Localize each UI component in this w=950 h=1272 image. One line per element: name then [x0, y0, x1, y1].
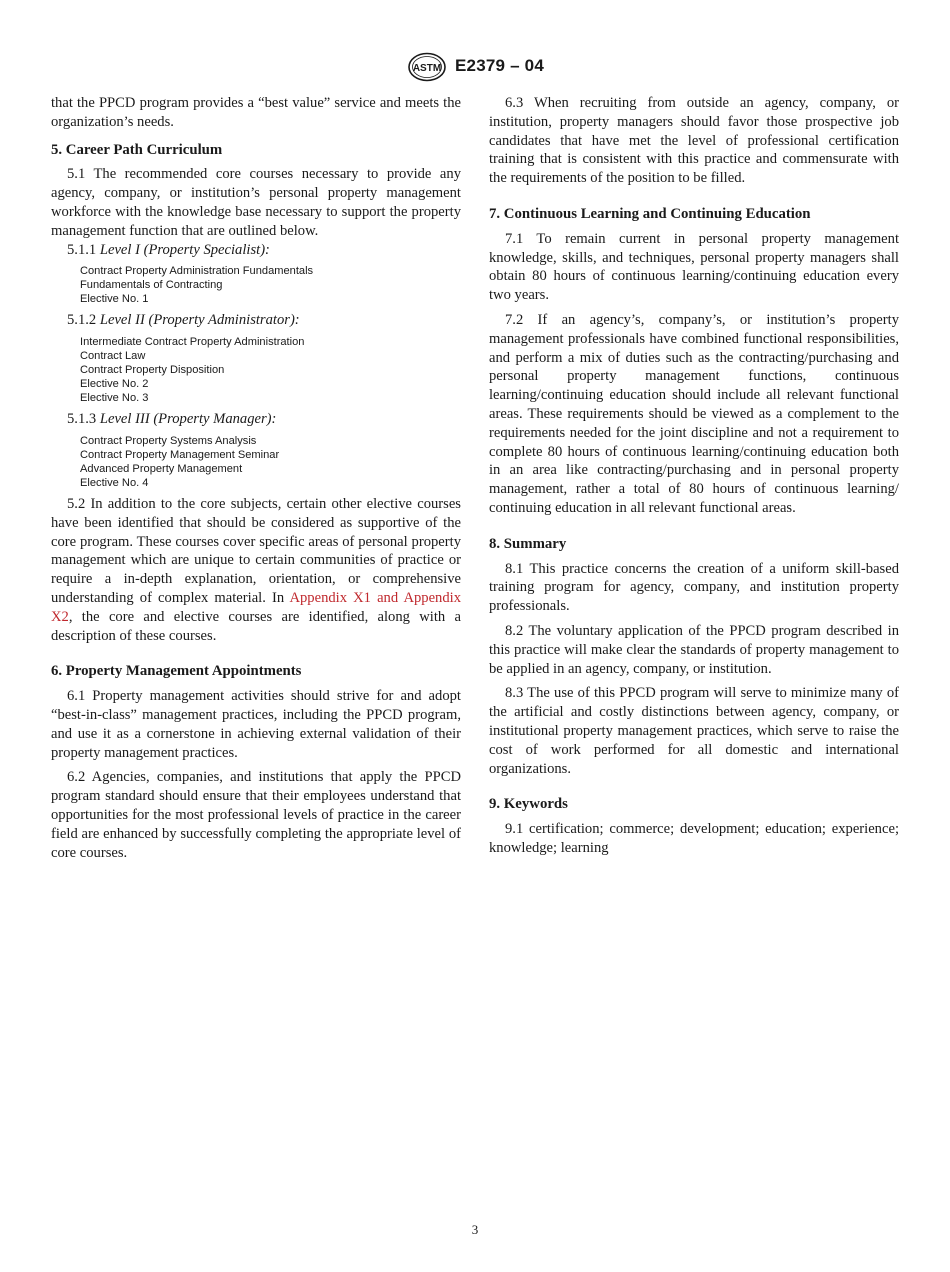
level-3-course-list: [51, 434, 461, 490]
list-item: Elective No. 2: [80, 378, 149, 391]
paragraph-8-3: 8.3 The use of this PPCD program will serve to minimize many of the artificial and costly distinctions between agency, company, or institutional property management practices, which serve to raise the cost of work performed for all domestic and international organizations.: [489, 685, 899, 777]
paragraph-5-1: 5.1 The recommended core courses necessary to provide any agency, company, or institution’s personal property management workforce with the knowledge base necessary to support the property management function that are outlined below.: [51, 166, 461, 239]
paragraph-8-2: 8.2 The voluntary application of the PPCD program described in this practice will make clear the standards of property management to be applied in an agency, company, or institution.: [489, 622, 899, 677]
continued-paragraph: that the PPCD program provides a “best value” service and meets the organization’s needs.: [51, 95, 461, 130]
list-item: Contract Property Disposition: [80, 364, 225, 377]
page-header: [0, 52, 950, 84]
list-item: Elective No. 3: [80, 392, 149, 405]
paragraph-6-1: 6.1 Property management activities should strive for and adopt “best-in-class” management practices, including the PPCD program, and use it as a cornerstone in achieving external validation of their property management practices.: [51, 688, 461, 761]
list-item: Contract Property Administration Fundamentals: [80, 265, 314, 278]
left-column: [51, 94, 461, 868]
astm-logo-icon: [407, 52, 447, 82]
section-7-heading: 7. Continuous Learning and Continuing Education: [489, 205, 811, 222]
list-item: Elective No. 1: [80, 293, 149, 306]
paragraph-7-2: 7.2 If an agency’s, company’s, or institution’s property management professionals have combined functional responsibilities, and perform a mix of duties such as the contracting/purchasing and personal property management functions, continuous learning/continuing education should include all relevant functional areas. These requirements should be viewed as a complement to the requirements needed for the joint discipline and not a requirement to complete 80 hours of continuous learning/continuing education both in an area like contracting/purchasing and in personal property management, rather a total of 80 hours of continuous learning/ continuing education in all relevant functional areas.: [489, 311, 899, 516]
level-1-course-list: [51, 264, 461, 306]
svg-text:ASTM: ASTM: [412, 63, 442, 74]
paragraph-8-1: 8.1 This practice concerns the creation of a uniform skill-based training program for agency, company, and institution property professionals.: [489, 560, 899, 615]
section-5-heading: 5. Career Path Curriculum: [51, 141, 223, 158]
right-column: [489, 94, 899, 864]
appendix-link[interactable]: Appendix X1 and Appendix X2: [51, 589, 461, 625]
paragraph-5-2: 5.2 In addition to the core subjects, certain other elective courses have been identified that should be considered as supportive of the core program. These courses cover specific areas of personal property management which are unique to certain communities of practice or require a in-depth explanation, orientation, or comprehensive understanding of complex material. In Appendix X1 and Appendix X2, the core and elective courses are identified, along with a description of these courses.: [51, 495, 461, 644]
list-item: Contract Property Management Seminar: [80, 448, 280, 461]
level-2-heading: 5.1.2 Level II (Property Administrator):: [67, 312, 300, 329]
paragraph-6-3: 6.3 When recruiting from outside an agency, company, or institution, property managers should favor those prospective job candidates that have met the level of professional certification training that is consistent with this practice and commensurate with the requirements of the position to be filled.: [489, 95, 899, 187]
list-item: Contract Law: [80, 350, 146, 363]
paragraph-6-2: 6.2 Agencies, companies, and institutions that apply the PPCD program standard should ensure that their employees understand that opportunities for the most professional levels of practice in the career field are enhanced by successfully completing the appropriate level of core courses.: [51, 769, 461, 861]
page-number: 3: [471, 1222, 479, 1237]
level-1-heading: 5.1.1 Level I (Property Specialist):: [67, 241, 270, 258]
list-item: Advanced Property Management: [80, 462, 243, 475]
list-item: Contract Property Systems Analysis: [80, 434, 257, 447]
level-3-heading: 5.1.3 Level III (Property Manager):: [67, 411, 277, 428]
paragraph-9-1: 9.1 certification; commerce; development; education; experience; knowledge; learning: [489, 821, 899, 856]
list-item: Intermediate Contract Property Administration: [80, 336, 305, 349]
document-designation: E2379 – 04: [455, 56, 544, 75]
list-item: Elective No. 4: [80, 476, 149, 489]
list-item: Fundamentals of Contracting: [80, 279, 223, 292]
section-9-heading: 9. Keywords: [489, 796, 568, 813]
section-8-heading: 8. Summary: [489, 535, 567, 552]
paragraph-7-1: 7.1 To remain current in personal property management knowledge, skills, and techniques, personal property managers shall obtain 80 hours of continuous learning/continuing education every two years.: [489, 230, 899, 304]
section-6-heading: 6. Property Management Appointments: [51, 663, 302, 680]
level-2-course-list: [51, 335, 461, 405]
